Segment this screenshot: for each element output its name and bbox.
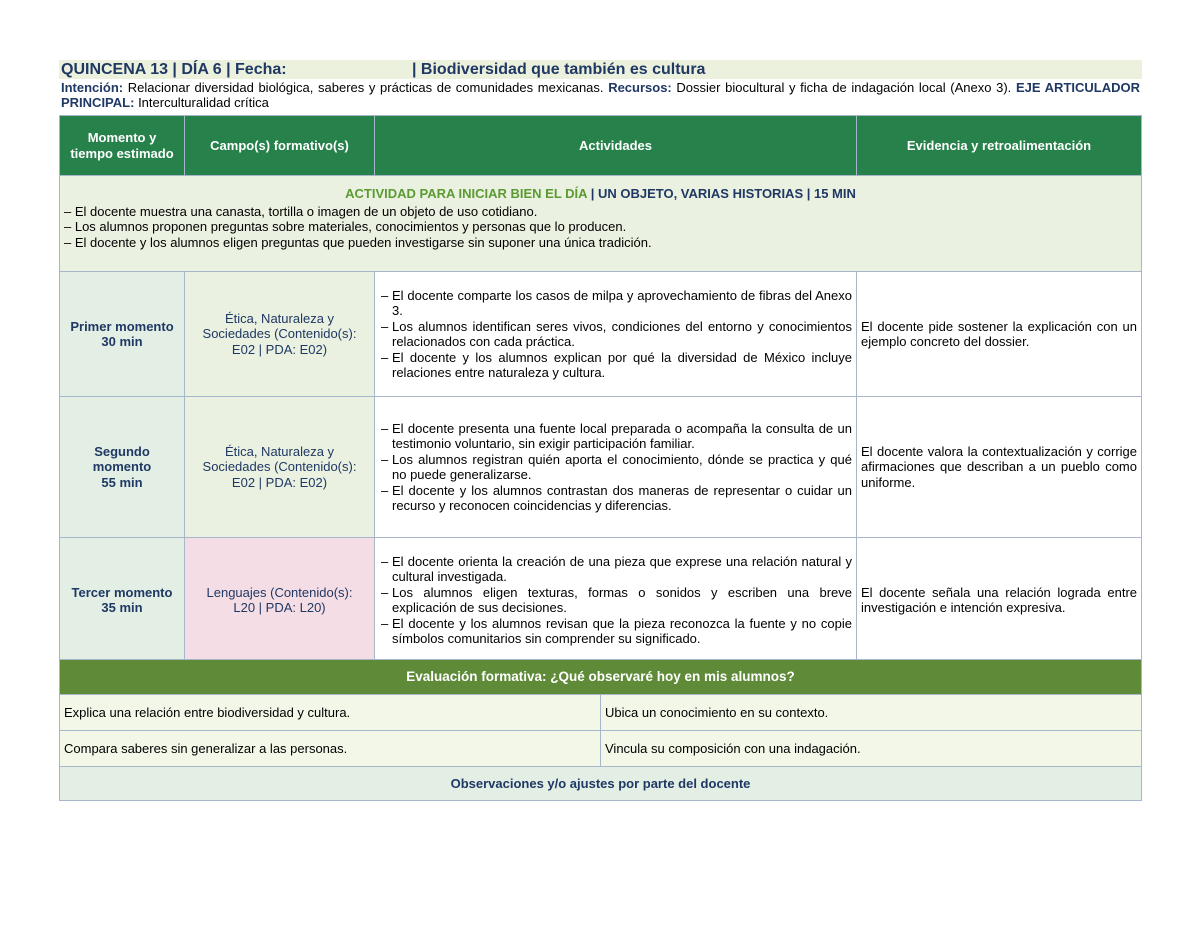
page-header <box>59 60 1142 79</box>
inicio-line-1: – El docente muestra una canasta, tortilla o imagen de un objeto de uso cotidiano. <box>64 203 538 219</box>
evaluation-table <box>59 659 1142 801</box>
actividad-item: – Los alumnos registran quién aporta el conocimiento, dónde se practica y qué no puede generalizarse. <box>379 452 852 483</box>
actividades-cell <box>375 538 857 663</box>
header-date-label: QUINCENA 13 | DÍA 6 | Fecha: <box>61 61 287 78</box>
momento-name: Segundo momento <box>92 443 152 475</box>
momento-cell <box>60 538 185 663</box>
actividad-item: – El docente comparte los casos de milpa y aprovechamiento de fibras del Anexo 3. <box>379 288 852 319</box>
inicio-line-2: – Los alumnos proponen preguntas sobre materiales, conocimientos y personas que lo producen. <box>64 219 627 234</box>
actividad-item: – Los alumnos identifican seres vivos, condiciones del entorno y conocimientos relacionados con cada práctica. <box>379 319 852 350</box>
col-header-actividades: Actividades <box>375 116 857 176</box>
eje-label: EJE ARTICULADOR PRINCIPAL: <box>61 80 1140 110</box>
evaluation-item: Explica una relación entre biodiversidad y cultura. <box>60 695 601 731</box>
actividad-item: – El docente y los alumnos revisan que la pieza reconozca la fuente y no copie símbolos comunitarios sin comprender su significado. <box>379 616 852 647</box>
actividades-cell <box>375 272 857 397</box>
momento-name: Primer momento <box>70 318 174 334</box>
actividad-item: – El docente orienta la creación de una pieza que exprese una relación natural y cultural investigada. <box>379 554 852 585</box>
inicio-title-green: ACTIVIDAD PARA INICIAR BIEN EL DÍA <box>345 186 588 201</box>
evidencia-cell: El docente valora la contextualización y corrige afirmaciones que describan a un pueblo como uniforme. <box>857 397 1142 538</box>
table-row <box>60 397 1142 538</box>
col-header-momento: Momento y tiempo estimado <box>60 116 185 176</box>
planning-table <box>59 115 1142 663</box>
campo-cell: Ética, Naturaleza y Sociedades (Contenido(s): E02 | PDA: E02) <box>185 272 375 397</box>
inicio-cell <box>60 176 1142 272</box>
col-header-campo: Campo(s) formativo(s) <box>185 116 375 176</box>
momento-time: 30 min <box>101 334 143 349</box>
header-title: | Biodiversidad que también es cultura <box>412 61 706 78</box>
intent-block <box>61 80 1140 110</box>
momento-time: 55 min <box>101 474 143 490</box>
actividad-item: – El docente y los alumnos explican por qué la diversidad de México incluye relaciones entre naturaleza y cultura. <box>379 350 852 381</box>
evaluation-title: Evaluación formativa: ¿Qué observaré hoy en mis alumnos? <box>60 660 1142 695</box>
actividades-cell <box>375 397 857 538</box>
momento-cell <box>60 397 185 538</box>
table-header-row <box>60 116 1142 176</box>
eje-text: Interculturalidad crítica <box>138 95 269 110</box>
actividad-item: – El docente y los alumnos contrastan dos maneras de representar o cuidar un recurso y reconocen coincidencias y diferencias. <box>379 483 852 514</box>
evidencia-cell: El docente señala una relación lograda entre investigación e intención expresiva. <box>857 538 1142 663</box>
momento-name: Tercer momento <box>71 584 173 600</box>
momento-cell <box>60 272 185 397</box>
campo-cell: Lenguajes (Contenido(s): L20 | PDA: L20) <box>185 538 375 663</box>
campo-cell: Ética, Naturaleza y Sociedades (Contenido(s): E02 | PDA: E02) <box>185 397 375 538</box>
col-header-evidencia: Evidencia y retroalimentación <box>857 116 1142 176</box>
table-row <box>60 538 1142 663</box>
intencion-text: Relacionar diversidad biológica, saberes y prácticas de comunidades mexicanas. <box>127 80 604 95</box>
momento-time: 35 min <box>101 600 143 615</box>
evaluation-item: Ubica un conocimiento en su contexto. <box>601 695 1142 731</box>
table-row <box>60 272 1142 397</box>
inicio-title-blue: | UN OBJETO, VARIAS HISTORIAS | 15 MIN <box>590 186 856 201</box>
inicio-title <box>64 186 1137 202</box>
inicio-line-3: – El docente y los alumnos eligen preguntas que pueden investigarse sin suponer una única tradición. <box>64 234 652 250</box>
inicio-row <box>60 176 1142 272</box>
evidencia-cell: El docente pide sostener la explicación con un ejemplo concreto del dossier. <box>857 272 1142 397</box>
evaluation-item: Vincula su composición con una indagación. <box>601 731 1142 767</box>
recursos-label: Recursos: <box>608 80 672 95</box>
evaluation-item: Compara saberes sin generalizar a las personas. <box>60 731 601 767</box>
actividad-item: – Los alumnos eligen texturas, formas o sonidos y escriben una breve explicación de sus decisiones. <box>379 585 852 616</box>
observaciones-row: Observaciones y/o ajustes por parte del docente <box>60 767 1142 801</box>
intencion-label: Intención: <box>61 80 124 95</box>
recursos-text: Dossier biocultural y ficha de indagación local (Anexo 3). <box>676 80 1012 95</box>
actividad-item: – El docente presenta una fuente local preparada o acompaña la consulta de un testimonio voluntario, sin exigir participación familiar. <box>379 421 852 452</box>
